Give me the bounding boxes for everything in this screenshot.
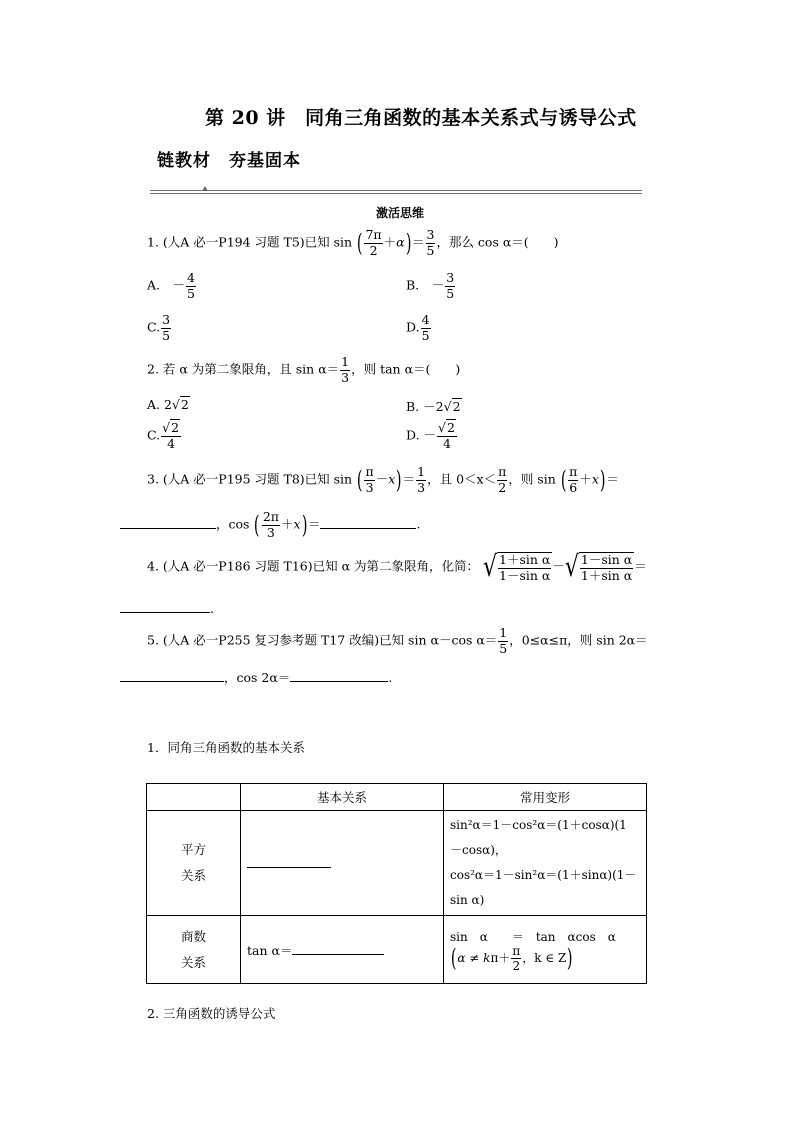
section-heading: 激活思维 [376, 206, 425, 220]
relation-cell: tan α＝ [241, 916, 444, 984]
table-header: 基本关系 [241, 784, 444, 811]
rule-marker [202, 186, 208, 191]
q1-option-a: A. － $\frac{4}{5}$ [147, 270, 195, 301]
q1-option-c: C. $\frac{3}{5}$ [147, 312, 171, 343]
header-rule-top [150, 190, 642, 191]
answer-blank[interactable] [247, 855, 331, 868]
question-5: 5. (人A 必一P255 复习参考题 T17 改编)已知 sin α－cos α＝ $\frac{1}{5}$ ，0≤α≤π，则 sin 2α＝ [147, 625, 648, 656]
table-corner [147, 784, 241, 811]
relations-table [146, 783, 647, 984]
question-2: 2. 若 α 为第二象限角，且 sin α＝ $\frac{1}{3}$ ，则 tan α＝( ) [147, 354, 461, 385]
question-3: 3. (人A 必一P195 习题 T8)已知 sin ( $\frac{\pi}{3}$ －x)＝ $\frac{1}{3}$ ，且 0＜x＜ $\frac{\pi}{2}$ ，则 sin ( $\frac{\pi}{6}$ ＋x)＝ [147, 464, 619, 495]
lesson-subtitle: 链教材 夯基固本 [157, 151, 301, 171]
q5-line2: ，cos 2α＝ . [120, 668, 392, 686]
answer-blank[interactable] [290, 669, 388, 682]
knowledge-heading-1: 1．同角三角函数的基本关系 [147, 740, 305, 755]
answer-blank[interactable] [292, 942, 384, 955]
answer-blank[interactable] [120, 516, 216, 529]
q1-option-b: B. － $\frac{3}{5}$ [406, 270, 455, 301]
knowledge-heading-2: 2. 三角函数的诱导公式 [147, 1006, 276, 1021]
transform-cell: sin²α＝1－cos²α＝(1＋cosα)(1 －cosα)， cos²α＝1－sin²α＝(1＋sinα)(1－ sin α) [444, 811, 647, 916]
question-1: 1. (人A 必一P194 习题 T5)已知 sin ( $\frac{7\pi}{2}$ ＋α)＝ $\frac{3}{5}$ ，那么 cos α＝( ) [147, 227, 559, 258]
q1-ask: ，那么 cos α＝( ) [436, 234, 559, 250]
q1-option-d: D. $\frac{4}{5}$ [406, 312, 430, 343]
q1-text: 1. (人A 必一P194 习题 T5)已知 sin [147, 234, 353, 250]
q2-option-b: B. －2√2 [406, 399, 461, 414]
lesson-title: 第 20 讲 同角三角函数的基本关系式与诱导公式 [205, 107, 637, 129]
q3-line2: ，cos ( $\frac{2\pi}{3}$ ＋x)＝ . [120, 511, 420, 539]
question-4: 4. (人A 必一P186 习题 T16)已知 α 为第二象限角，化简： √ $\frac{\text{1＋sin α}}{\text{1－sin α}}$ －√ $\frac{\text{1－sin α}}{\text{1＋sin α}}$ ＝ [147, 550, 647, 584]
q2-option-a: A. 2√2 [147, 397, 189, 412]
answer-blank[interactable] [320, 516, 416, 529]
row-name: 商数 关系 [147, 916, 241, 984]
q2-option-d: D. － $\frac{√2}{4}$ [406, 420, 455, 451]
transform-cell: sin α ＝ tan αcos α (α ≠ kπ＋ $\frac{\pi}{2}$ ，k ∈ Z) [444, 916, 647, 984]
q4-line2: . [120, 600, 214, 616]
answer-blank[interactable] [120, 669, 224, 682]
answer-blank[interactable] [120, 600, 210, 613]
table-header: 常用变形 [444, 784, 647, 811]
q2-option-c: C. $\frac{√2}{4}$ [147, 420, 180, 451]
row-name: 平方 关系 [147, 811, 241, 916]
header-rule-bottom [150, 193, 642, 194]
relation-cell [241, 811, 444, 916]
